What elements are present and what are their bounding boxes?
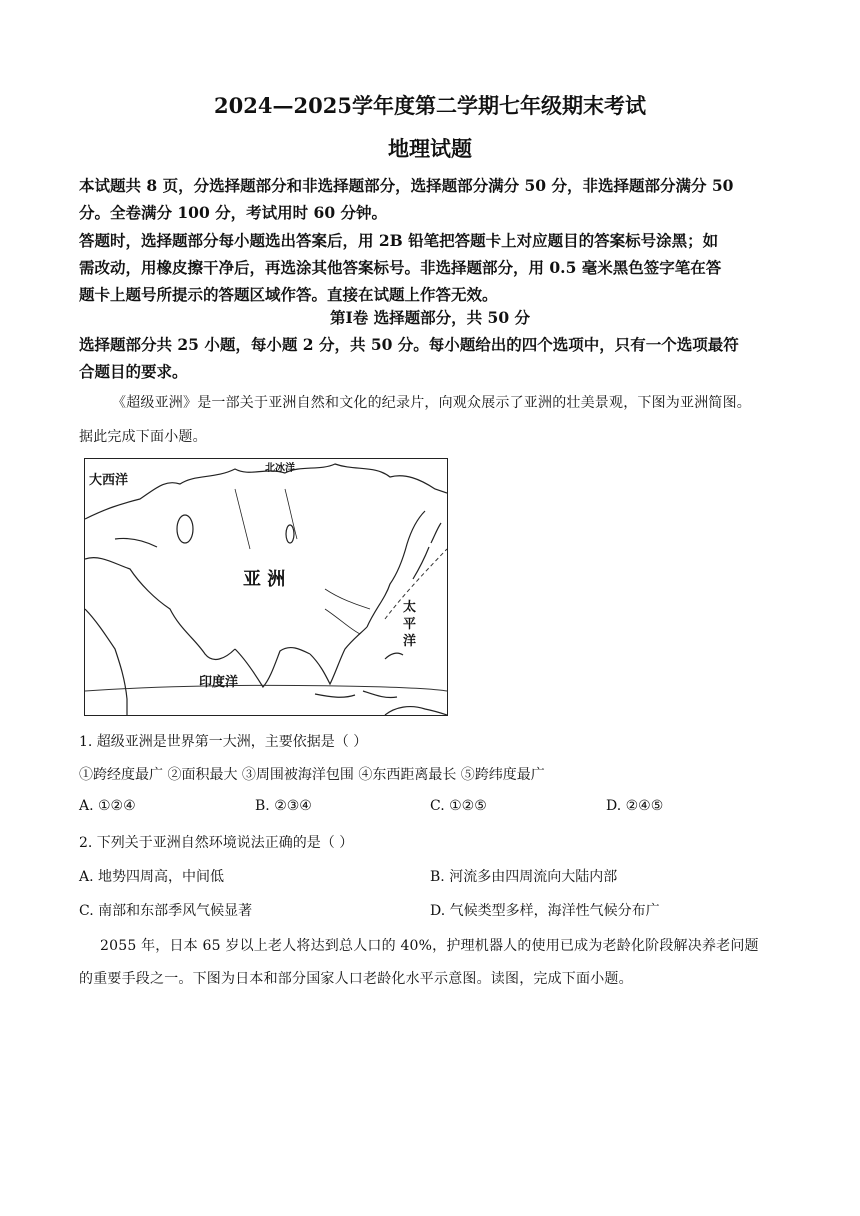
instruction-line: 分。全卷满分 100 分，考试用时 60 分钟。: [79, 203, 388, 222]
asia-map: [84, 458, 448, 716]
answer-option[interactable]: A. 地势四周高，中间低: [79, 869, 225, 885]
passage-text: 据此完成下面小题。: [79, 429, 207, 445]
answer-option[interactable]: C. 南部和东部季风气候显著: [79, 903, 253, 919]
instruction-line: 需改动，用橡皮擦干净后，再选涂其他答案标号。非选择题部分，用 0.5 毫米黑色签字笔在答: [79, 258, 722, 277]
answer-option[interactable]: D. 气候类型多样，海洋性气候分布广: [430, 903, 660, 919]
passage-text: 的重要手段之一。下图为日本和部分国家人口老龄化水平示意图。读图，完成下面小题。: [79, 971, 633, 987]
indian-ocean-label: 印度洋: [199, 675, 239, 690]
answer-option[interactable]: A. ①②④: [79, 798, 136, 814]
answer-option[interactable]: C. ①②⑤: [430, 798, 487, 814]
question-stem: 1. 超级亚洲是世界第一大洲，主要依据是（ ）: [79, 734, 368, 750]
instruction-line: 题卡上题号所提示的答题区域作答。直接在试题上作答无效。: [79, 285, 498, 304]
atlantic-ocean-label: 大西洋: [89, 473, 129, 488]
question-statements: ①跨经度最广 ②面积最大 ③周围被海洋包围 ④东西距离最长 ⑤跨纬度最广: [79, 767, 545, 783]
pacific-ocean-label: 太 平 洋: [403, 600, 417, 649]
arctic-ocean-label: 北冰洋: [265, 463, 295, 474]
section-heading: 第Ⅰ卷 选择题部分，共 50 分: [329, 308, 530, 327]
section-description: 选择题部分共 25 小题，每小题 2 分，共 50 分。每小题给出的四个选项中，只有一个选项最符: [79, 335, 739, 354]
answer-option[interactable]: B. 河流多由四周流向大陆内部: [430, 869, 618, 885]
exam-subtitle: 地理试题: [388, 136, 472, 161]
answer-option[interactable]: D. ②④⑤: [606, 798, 664, 814]
answer-option[interactable]: B. ②③④: [255, 798, 312, 814]
instruction-line: 答题时，选择题部分每小题选出答案后，用 2B 铅笔把答题卡上对应题目的答案标号涂黑；如: [79, 231, 719, 250]
exam-title: 2024—2025学年度第二学期七年级期末考试: [214, 93, 646, 118]
section-description: 合题目的要求。: [79, 362, 188, 381]
question-stem: 2. 下列关于亚洲自然环境说法正确的是（ ）: [79, 835, 354, 851]
instruction-line: 本试题共 8 页，分选择题部分和非选择题部分，选择题部分满分 50 分，非选择题部分满分 50: [79, 176, 734, 195]
passage-text: 2055 年，日本 65 岁以上老人将达到总人口的 40%，护理机器人的使用已成为老龄化阶段解决养老问题: [100, 938, 759, 954]
passage-text: 《超级亚洲》是一部关于亚洲自然和文化的纪录片，向观众展示了亚洲的壮美景观，下图为亚洲简图。: [112, 395, 751, 411]
asia-label: 亚 洲: [243, 569, 286, 590]
